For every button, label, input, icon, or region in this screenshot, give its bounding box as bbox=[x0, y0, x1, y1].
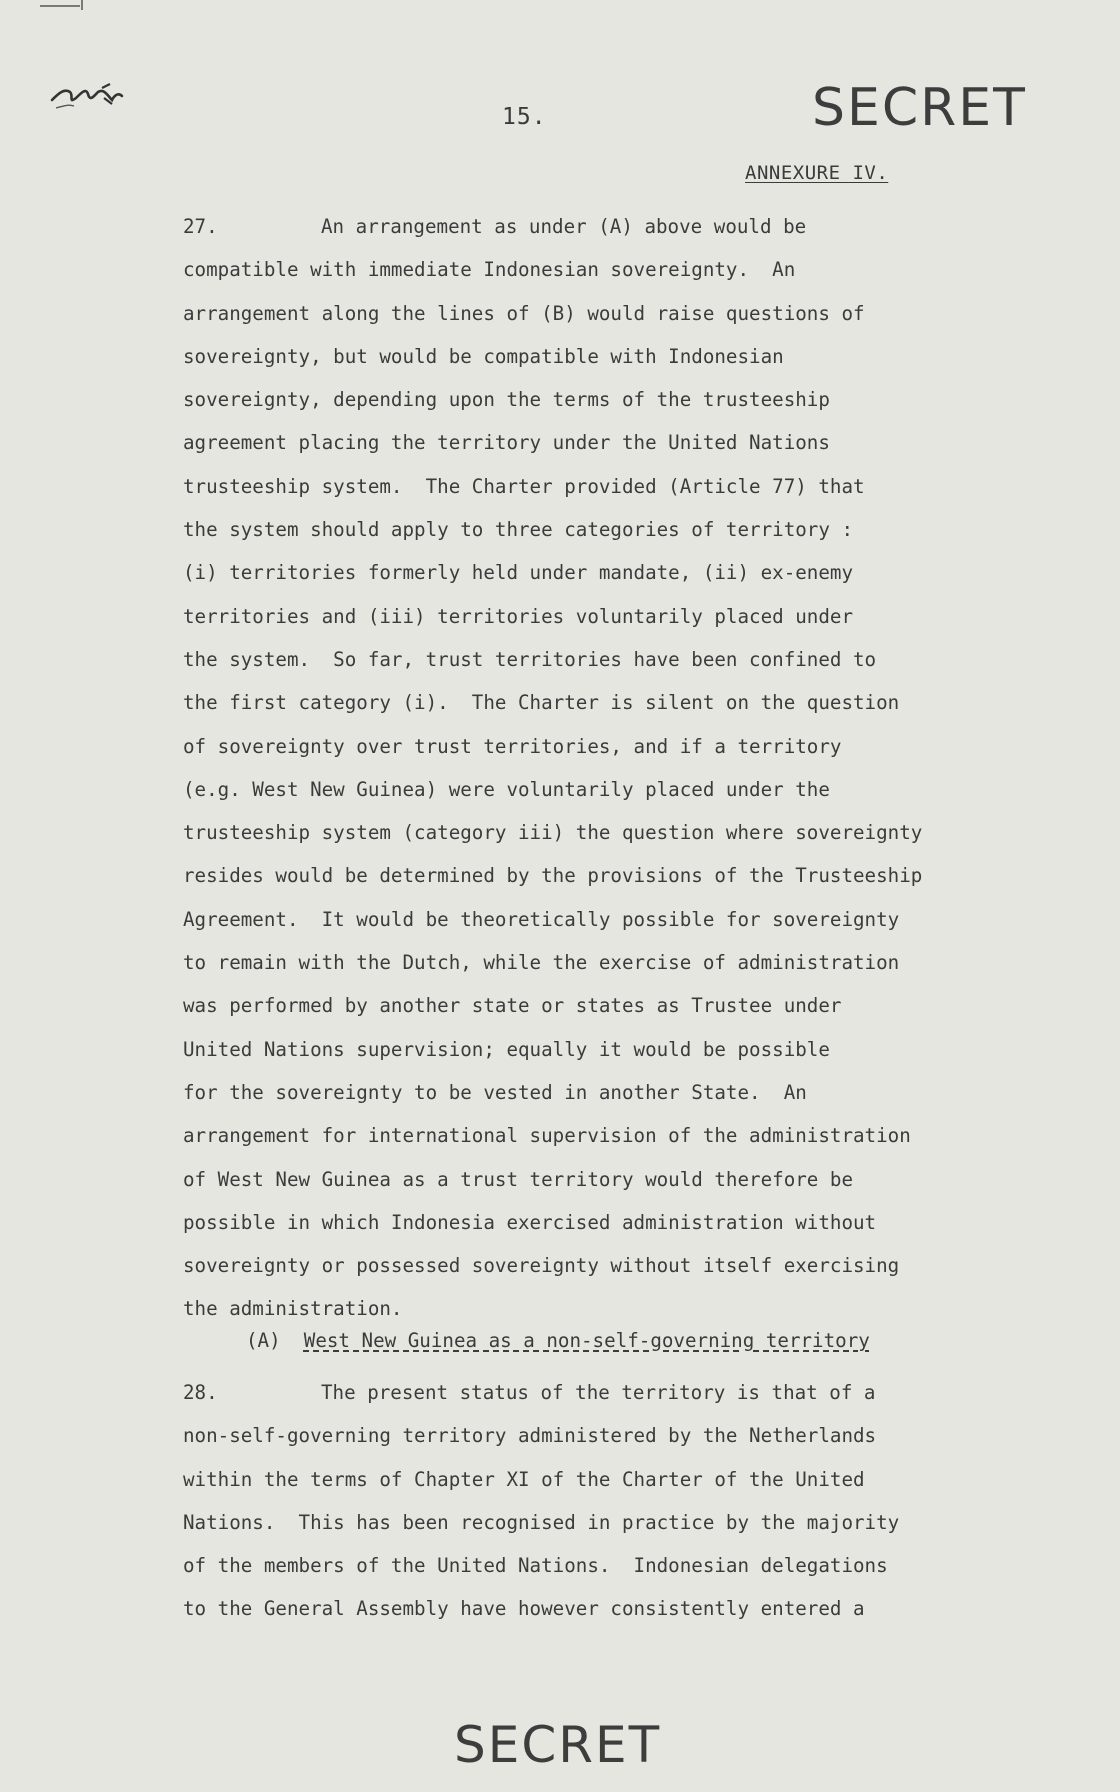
section-title: West New Guinea as a non-self-governing territory bbox=[303, 1329, 870, 1352]
text-line: for the sovereignty to be vested in another State. An bbox=[183, 1080, 807, 1104]
text-line: compatible with immediate Indonesian sovereignty. An bbox=[183, 258, 796, 282]
text-line bbox=[183, 205, 1073, 248]
text-line: Agreement. It would be theoretically possible for sovereignty bbox=[183, 907, 900, 931]
text-line: was performed by another state or states as Trustee under bbox=[183, 994, 842, 1018]
annexure-label: ANNEXURE IV. bbox=[745, 162, 889, 184]
section-label: (A) bbox=[246, 1329, 281, 1352]
line-text: The present status of the territory is that of a bbox=[321, 1381, 876, 1404]
text-line: the administration. bbox=[183, 1297, 403, 1321]
text-line: (e.g. West New Guinea) were voluntarily placed under the bbox=[183, 777, 830, 801]
handwritten-initials bbox=[48, 74, 138, 124]
text-line: the system. So far, trust territories have been confined to bbox=[183, 647, 877, 671]
text-line: resides would be determined by the provisions of the Trusteeship bbox=[183, 864, 923, 888]
text-line: of sovereignty over trust territories, and if a territory bbox=[183, 734, 842, 758]
text-line: sovereignty, depending upon the terms of the trusteeship bbox=[183, 388, 830, 412]
text-line bbox=[183, 1371, 1073, 1414]
text-line: the system should apply to three categories of territory : bbox=[183, 518, 854, 542]
text-line: within the terms of Chapter XI of the Charter of the United bbox=[183, 1467, 865, 1491]
secret-stamp-bottom: SECRET bbox=[454, 1716, 662, 1774]
paragraph-number: 27. bbox=[183, 215, 218, 238]
section-heading-a bbox=[246, 1329, 870, 1352]
text-line: sovereignty or possessed sovereignty without itself exercising bbox=[183, 1254, 900, 1278]
text-line: agreement placing the territory under the United Nations bbox=[183, 431, 830, 455]
page-number: 15. bbox=[502, 104, 547, 130]
text-line: possible in which Indonesia exercised administration without bbox=[183, 1210, 877, 1234]
text-line: non-self-governing territory administered by the Netherlands bbox=[183, 1424, 877, 1448]
text-line: (i) territories formerly held under mandate, (ii) ex-enemy bbox=[183, 561, 854, 585]
text-line: the first category (i). The Charter is silent on the question bbox=[183, 691, 900, 715]
text-line: of the members of the United Nations. Indonesian delegations bbox=[183, 1554, 888, 1578]
text-line: of West New Guinea as a trust territory would therefore be bbox=[183, 1167, 854, 1191]
line-text: An arrangement as under (A) above would be bbox=[321, 215, 807, 238]
text-line: to the General Assembly have however consistently entered a bbox=[183, 1597, 865, 1621]
corner-mark bbox=[40, 0, 90, 12]
text-line: arrangement for international supervision of the administration bbox=[183, 1124, 911, 1148]
text-line: territories and (iii) territories voluntarily placed under bbox=[183, 604, 854, 628]
paragraph-27 bbox=[183, 205, 1073, 1331]
paragraph-number: 28. bbox=[183, 1381, 218, 1404]
text-line: arrangement along the lines of (B) would raise questions of bbox=[183, 301, 865, 325]
text-line: trusteeship system. The Charter provided (Article 77) that bbox=[183, 474, 865, 498]
text-line: to remain with the Dutch, while the exercise of administration bbox=[183, 951, 900, 975]
text-line: Nations. This has been recognised in practice by the majority bbox=[183, 1510, 900, 1534]
text-line: sovereignty, but would be compatible with Indonesian bbox=[183, 344, 784, 368]
secret-stamp-top: SECRET bbox=[812, 78, 1027, 138]
paragraph-28 bbox=[183, 1371, 1073, 1631]
text-line: trusteeship system (category iii) the question where sovereignty bbox=[183, 821, 923, 845]
text-line: United Nations supervision; equally it would be possible bbox=[183, 1037, 830, 1061]
